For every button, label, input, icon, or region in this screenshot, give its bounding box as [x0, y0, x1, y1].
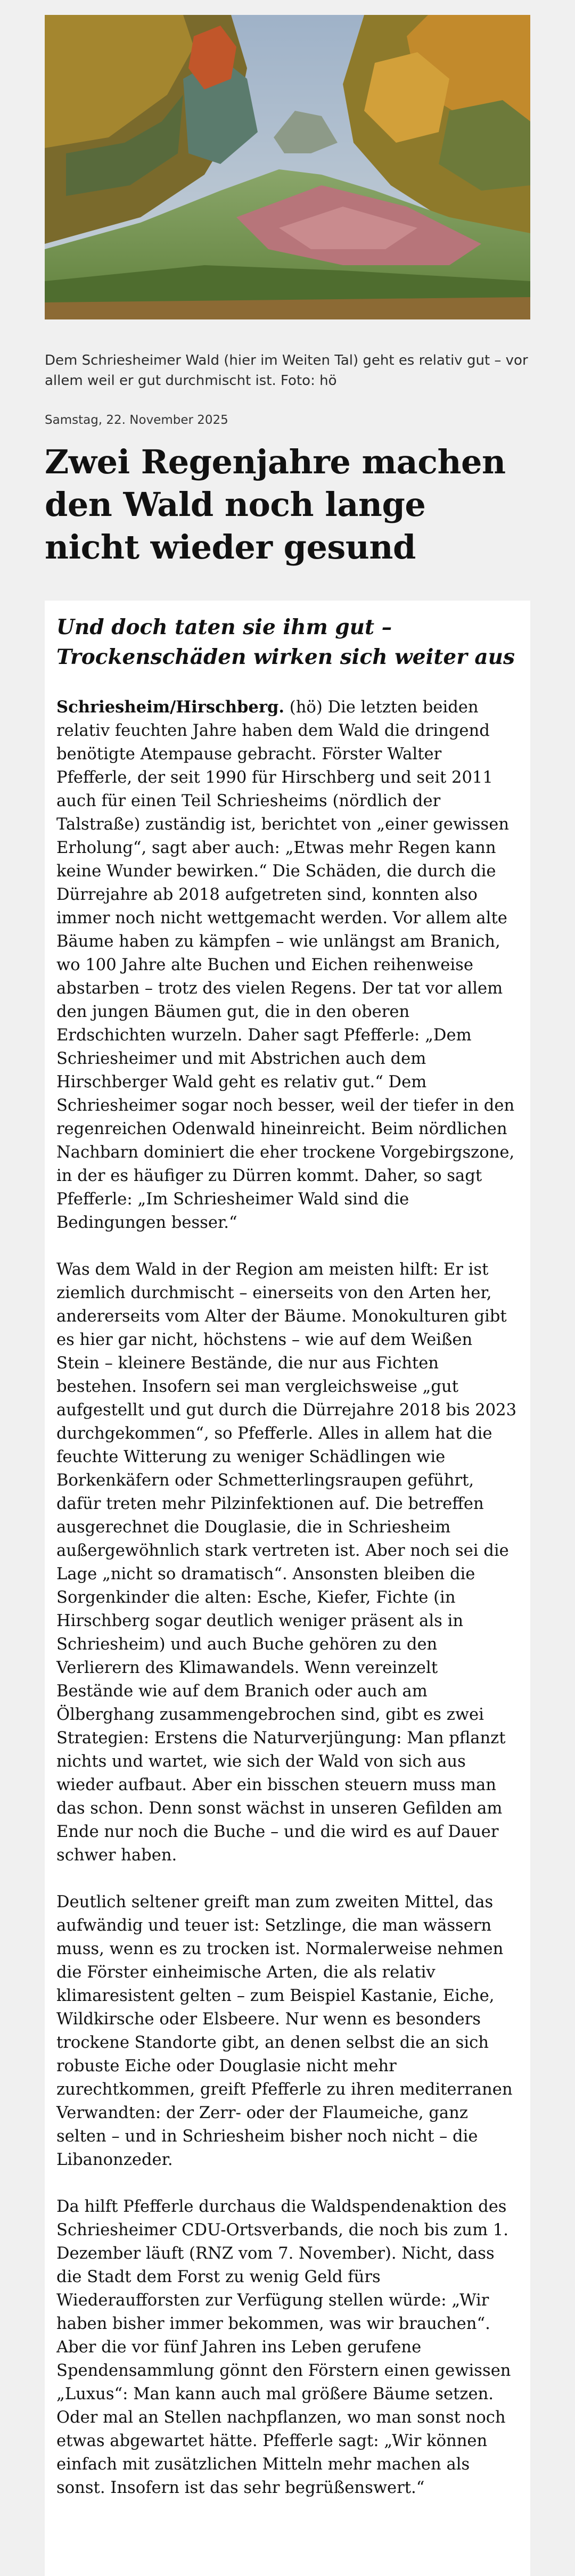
article-paragraph-3: Deutlich seltener greift man zum zweiten Mittel, das aufwändig und teuer ist: Setzlinge, die man wässern muss, wenn es zu trocken ist. Normalerweise nehmen die Förster einheimische Arten, die als relativ klimaresistent gelten – zum Beispiel Kastanie, Eiche, Wildkirsche oder Elsbeere. Nur wenn es besonders trockene Standorte gibt, an denen selbst die an sich robuste Eiche oder Douglasie nicht mehr zurechtkommen, greift Pfefferle zu ihren mediterranen Verwandten: der Zerr- oder der Flaumeiche, ganz selten – und in Schriesheim bisher noch nicht – die Libanonzeder.: [56, 1893, 513, 2169]
article-subtitle: Und doch taten sie ihm gut – Trockenschäden wirken sich weiter aus: [56, 615, 515, 669]
lead-location: Schriesheim/Hirschberg.: [56, 698, 285, 717]
article-headline: Zwei Regenjahre machen den Wald noch lange nicht wieder gesund: [45, 442, 506, 567]
article-body: [45, 601, 530, 2576]
article-paragraph-4: Da hilft Pfefferle durchaus die Waldspendenaktion des Schriesheimer CDU-Ortsverbands, die noch bis zum 1. Dezember läuft (RNZ vom 7. November). Nicht, dass die Stadt dem Forst zu wenig Geld fürs Wiederaufforsten zur Verfügung stellen würde: „Wir haben bisher immer bekommen, was wir brauchen“. Aber die vor fünf Jahren ins Leben gerufene Spendensammlung gönnt den Förstern einen gewissen „Luxus“: Man kann auch mal größere Bäume setzen. Oder mal an Stellen nachpflanzen, wo man sonst noch etwas abgewartet hätte. Pfefferle sagt: „Wir können einfach mit zusätzlichen Mitteln mehr machen als sonst. Insofern ist das sehr begrüßenswert.“: [56, 2197, 511, 2497]
photo-caption: Dem Schriesheimer Wald (hier im Weiten Tal) geht es relativ gut – vor allem weil er gut durchmischt ist. Foto: hö: [45, 352, 528, 389]
publication-date: Samstag, 22. November 2025: [45, 413, 228, 427]
article-paragraph-2: Was dem Wald in der Region am meisten hilft: Er ist ziemlich durchmischt – einerseits von den Arten her, andererseits vom Alter der Bäume. Monokulturen gibt es hier gar nicht, höchstens – wie auf dem Weißen Stein – kleinere Bestände, die nur aus Fichten bestehen. Insofern sei man vergleichsweise „gut aufgestellt und gut durch die Dürrejahre 2018 bis 2023 durchgekommen“, so Pfefferle. Alles in allem hat die feuchte Witterung zu weniger Schädlingen wie Borkenkäfern oder Schmetterlingsraupen geführt, dafür treten mehr Pilzinfektionen auf. Die betreffen ausgerechnet die Douglasie, die in Schriesheim außergewöhnlich stark vertreten ist. Aber noch sei die Lage „nicht so dramatisch“. Ansonsten bleiben die Sorgenkinder die alten: Esche, Kiefer, Fichte (in Hirschberg sogar deutlich weniger präsent als in Schriesheim) und auch Buche gehören zu den Verlierern des Klimawandels. Wenn vereinzelt Bestände wie auf dem Branich oder auch am Ölberghang zusammengebrochen sind, gibt es zwei Strategien: Erstens die Naturverjüngung: Man pflanzt nichts und wartet, wie sich der Wald von sich aus wieder aufbaut. Aber ein bisschen steuern muss man das schon. Denn sonst wächst in unseren Gefilden am Ende nur noch die Buche – und die wird es auf Dauer schwer haben.: [56, 1260, 517, 1865]
paragraph-text: (hö) Die letzten beiden relativ feuchten Jahre haben dem Wald die dringend benötigte Atempause gebracht. Förster Walter Pfefferle, der seit 1990 für Hirschberg und seit 2011 auch für einen Teil Schriesheims (nördlich der Talstraße) zuständig ist, berichtet von „einer gewissen Erholung“, sagt aber auch: „Etwas mehr Regen kann keine Wunder bewirken.“ Die Schäden, die durch die Dürrejahre ab 2018 aufgetreten sind, konnten also immer noch nicht wettgemacht werden. Vor allem alte Bäume haben zu kämpfen – wie unlängst am Branich, wo 100 Jahre alte Buchen und Eichen reihenweise abstarben – trotz des vielen Regens. Der tat vor allem den jungen Bäumen gut, die in den oberen Erdschichten wurzeln. Daher sagt Pfefferle: „Dem Schriesheimer und mit Abstrichen auch dem Hirschberger Wald geht es relativ gut.“ Dem Schriesheimer sogar noch besser, weil der tiefer in den regenreichen Odenwald hineinreicht. Beim nördlichen Nachbarn dominiert die eher trockene Vorgebirgszone, in der es häufiger zu Dürren kommt. Daher, so sagt Pfefferle: „Im Schriesheimer Wald sind die Bedingungen besser.“: [56, 698, 515, 1232]
article-photo: [45, 15, 530, 319]
article-paragraph-1: [56, 695, 519, 1235]
forest-path-photo: [45, 15, 530, 319]
